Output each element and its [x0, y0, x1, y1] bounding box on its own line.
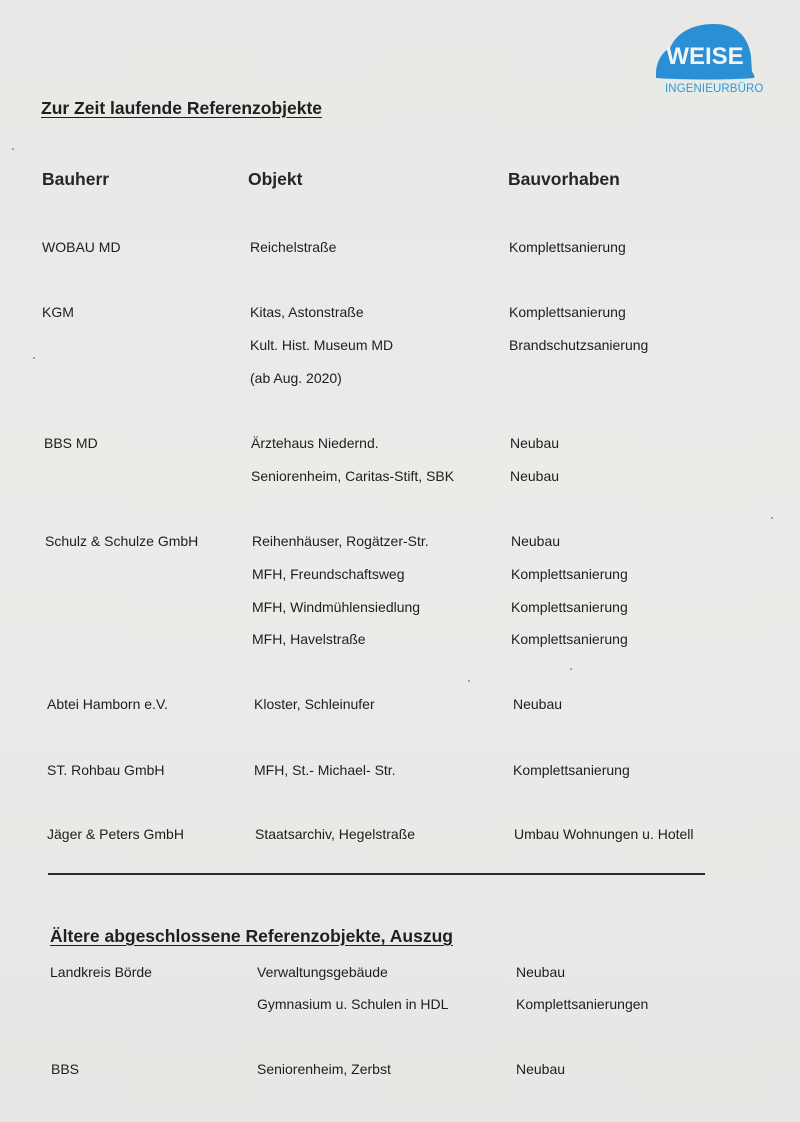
section-title-completed: Ältere abgeschlossene Referenzobjekte, Auszug	[50, 926, 453, 946]
cell-objekt: Kloster, Schleinufer	[254, 696, 375, 712]
cell-bauvorhaben: Brandschutzsanierung	[509, 337, 649, 353]
cell-bauherr: Landkreis Börde	[50, 964, 152, 980]
cell-bauvorhaben: Komplettsanierung	[513, 762, 630, 778]
cell-objekt: (ab Aug. 2020)	[250, 370, 342, 386]
cell-bauvorhaben: Komplettsanierung	[511, 631, 628, 647]
column-header-objekt: Objekt	[248, 169, 303, 189]
cell-bauvorhaben: Neubau	[511, 533, 561, 549]
cell-bauherr: Schulz & Schulze GmbH	[45, 533, 199, 549]
cell-bauherr: Jäger & Peters GmbH	[47, 826, 184, 842]
logo-subtitle: INGENIEURBÜRO	[665, 83, 764, 95]
cell-objekt: Reichelstraße	[250, 239, 337, 255]
cell-bauvorhaben: Neubau	[510, 435, 560, 451]
cell-bauvorhaben: Komplettsanierung	[509, 239, 626, 255]
cell-bauvorhaben: Neubau	[516, 1061, 566, 1077]
scan-speck	[570, 668, 572, 670]
scan-speck	[33, 357, 35, 359]
section-title-current: Zur Zeit laufende Referenzobjekte	[41, 98, 323, 118]
scan-speck	[771, 517, 773, 519]
cell-bauvorhaben: Neubau	[516, 964, 566, 980]
cell-bauvorhaben: Komplettsanierung	[509, 304, 626, 320]
cell-bauvorhaben: Komplettsanierung	[511, 566, 628, 582]
cell-bauvorhaben: Neubau	[513, 696, 563, 712]
cell-objekt: Ärztehaus Niedernd.	[251, 435, 379, 451]
cell-bauherr: WOBAU MD	[42, 239, 121, 255]
cell-objekt: MFH, St.- Michael- Str.	[254, 762, 396, 778]
logo-brand: WEISE	[666, 43, 744, 70]
cell-bauvorhaben: Komplettsanierungen	[516, 996, 649, 1012]
cell-objekt: MFH, Havelstraße	[252, 631, 366, 647]
column-header-bauherr: Bauherr	[42, 169, 110, 189]
scan-speck	[12, 148, 14, 150]
cell-objekt: Staatsarchiv, Hegelstraße	[255, 826, 416, 842]
column-header-bauvorhaben: Bauvorhaben	[508, 169, 620, 189]
cell-bauherr: KGM	[42, 304, 74, 320]
cell-objekt: Seniorenheim, Caritas-Stift, SBK	[251, 468, 455, 484]
cell-objekt: Gymnasium u. Schulen in HDL	[257, 996, 449, 1012]
helmet-icon	[652, 22, 762, 82]
cell-bauherr: BBS MD	[44, 435, 98, 451]
scan-speck	[468, 680, 470, 682]
cell-bauherr: Abtei Hamborn e.V.	[47, 696, 168, 712]
cell-bauvorhaben: Neubau	[510, 468, 560, 484]
section-divider	[48, 873, 705, 875]
cell-bauherr: BBS	[51, 1061, 80, 1077]
cell-objekt: Kitas, Astonstraße	[250, 304, 364, 320]
cell-objekt: Reihenhäuser, Rogätzer-Str.	[252, 533, 429, 549]
cell-bauvorhaben: Komplettsanierung	[511, 599, 628, 615]
cell-objekt: Kult. Hist. Museum MD	[250, 337, 394, 353]
cell-objekt: MFH, Freundschaftsweg	[252, 566, 405, 582]
cell-objekt: Verwaltungsgebäude	[257, 964, 388, 980]
cell-bauherr: ST. Rohbau GmbH	[47, 762, 165, 778]
cell-objekt: MFH, Windmühlensiedlung	[252, 599, 421, 615]
cell-objekt: Seniorenheim, Zerbst	[257, 1061, 391, 1077]
cell-bauvorhaben: Umbau Wohnungen u. Hotell	[514, 826, 694, 842]
